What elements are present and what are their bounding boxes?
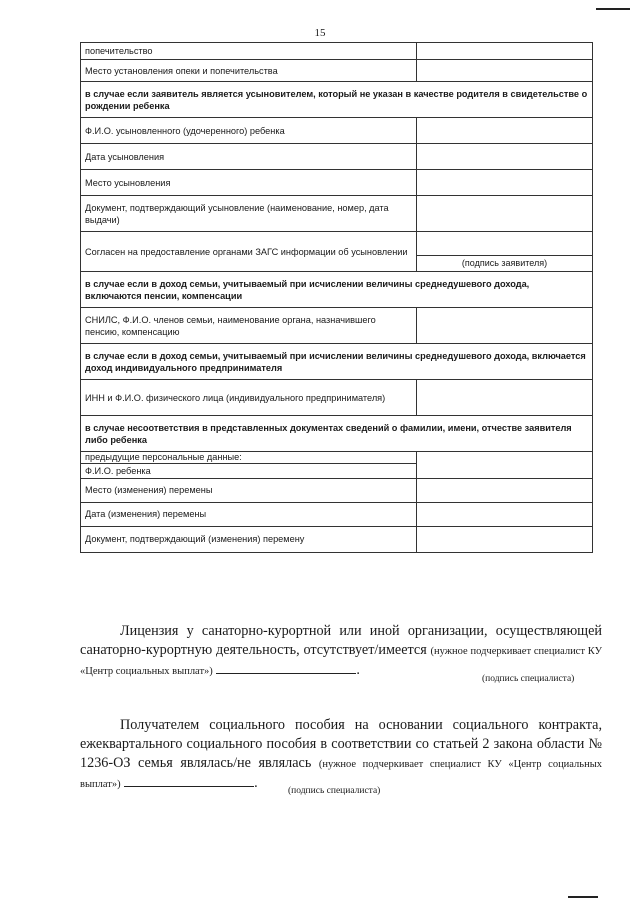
field-value-cell[interactable] <box>417 60 593 82</box>
applicant-signature-caption: (подпись заявителя) <box>417 255 592 271</box>
field-label: Документ, подтверждающий усыновление (наименование, номер, дата выдачи) <box>81 196 417 232</box>
recipient-signature-field[interactable] <box>124 776 254 787</box>
field-value-cell[interactable] <box>417 502 593 526</box>
table-row <box>81 60 593 82</box>
field-label: Документ, подтверждающий (изменения) перемену <box>81 526 417 552</box>
section-header: в случае если в доход семьи, учитываемый при исчислении величины среднедушевого дохода, включается доход индивидуального предпринимателя <box>81 344 593 380</box>
field-label: Согласен на предоставление органами ЗАГС информации об усыновлении <box>81 232 417 272</box>
field-label <box>81 452 417 478</box>
field-label: ИНН и Ф.И.О. физического лица (индивидуального предпринимателя) <box>81 380 417 416</box>
field-value-cell[interactable] <box>417 118 593 144</box>
table-row <box>81 170 593 196</box>
corner-mark-bottom <box>568 896 598 898</box>
field-value-cell[interactable] <box>417 526 593 552</box>
field-value-cell[interactable] <box>417 380 593 416</box>
section-header-row <box>81 416 593 452</box>
field-value-cell[interactable] <box>417 308 593 344</box>
table-row <box>81 232 593 272</box>
license-note: (нужное подчеркивает специалист КУ «Центр социальных выплат») <box>80 646 603 677</box>
license-paragraph: Лицензия у санаторно-курортной или иной организации, осуществляющей санаторно-курортную деятельность, отсутствует/имеется (нужное подчеркивает специалист КУ «Центр социальных выплат») . <box>80 623 603 678</box>
section-header: в случае несоответствия в представленных документах сведений о фамилии, имени, отчестве заявителя либо ребенка <box>81 416 593 452</box>
section-header: в случае если в доход семьи, учитываемый при исчислении величины среднедушевого дохода, включаются пенсии, компенсации <box>81 272 593 308</box>
field-value-cell[interactable] <box>417 43 593 60</box>
field-label: Ф.И.О. усыновленного (удочеренного) ребенка <box>81 118 417 144</box>
application-form-table <box>80 42 593 553</box>
section-header-row <box>81 82 593 118</box>
field-label: Место установления опеки и попечительства <box>81 60 417 82</box>
field-label: Дата усыновления <box>81 144 417 170</box>
table-row <box>81 196 593 232</box>
table-row <box>81 452 593 478</box>
field-label: Место (изменения) перемены <box>81 478 417 502</box>
recipient-note: (нужное подчеркивает специалист КУ «Центр социальных выплат») <box>80 759 603 790</box>
table-row <box>81 118 593 144</box>
field-label: Дата (изменения) перемены <box>81 502 417 526</box>
field-label: Место усыновления <box>81 170 417 196</box>
recipient-paragraph: Получателем социального пособия на основании социального контракта, ежеквартального социального пособия в соответствии со статьей 2 закона области № 1236-ОЗ семья являлась/не являлась (нужное подчеркивает специалист КУ «Центр социальных выплат») . <box>80 717 603 791</box>
table-row <box>81 526 593 552</box>
section-header: в случае если заявитель является усыновителем, который не указан в качестве родителя в свидетельстве о рождении ребенка <box>81 82 593 118</box>
table-row <box>81 308 593 344</box>
recipient-text: Получателем социального пособия на основании социального контракта, ежеквартального социального пособия в соответствии со статьей 2 закона области № 1236-ОЗ семья являлась/не являлась <box>80 717 602 771</box>
license-text: Лицензия у санаторно-курортной или иной организации, осуществляющей санаторно-курортную деятельность, отсутствует/имеется <box>80 623 602 658</box>
field-value-cell[interactable] <box>417 170 593 196</box>
page-number: 15 <box>314 27 326 39</box>
field-value-cell[interactable] <box>417 478 593 502</box>
license-signature-field[interactable] <box>216 663 356 674</box>
field-label: попечительство <box>81 43 417 60</box>
license-signature-caption: (подпись специалиста) <box>482 674 575 684</box>
field-value-cell[interactable] <box>417 144 593 170</box>
field-value-cell[interactable] <box>417 196 593 232</box>
field-value-cell[interactable] <box>417 452 593 478</box>
previous-data-label: предыдущие персональные данные: <box>85 452 242 463</box>
applicant-signature-cell[interactable] <box>417 232 593 272</box>
recipient-signature-caption: (подпись специалиста) <box>288 786 381 796</box>
child-name-label: Ф.И.О. ребенка <box>81 463 416 478</box>
table-row <box>81 478 593 502</box>
field-label: СНИЛС, Ф.И.О. членов семьи, наименование органа, назначившего пенсию, компенсацию <box>81 308 417 344</box>
table-row <box>81 502 593 526</box>
table-row <box>81 144 593 170</box>
table-row <box>81 43 593 60</box>
corner-mark-top <box>596 8 630 10</box>
table-row <box>81 380 593 416</box>
section-header-row <box>81 344 593 380</box>
section-header-row <box>81 272 593 308</box>
